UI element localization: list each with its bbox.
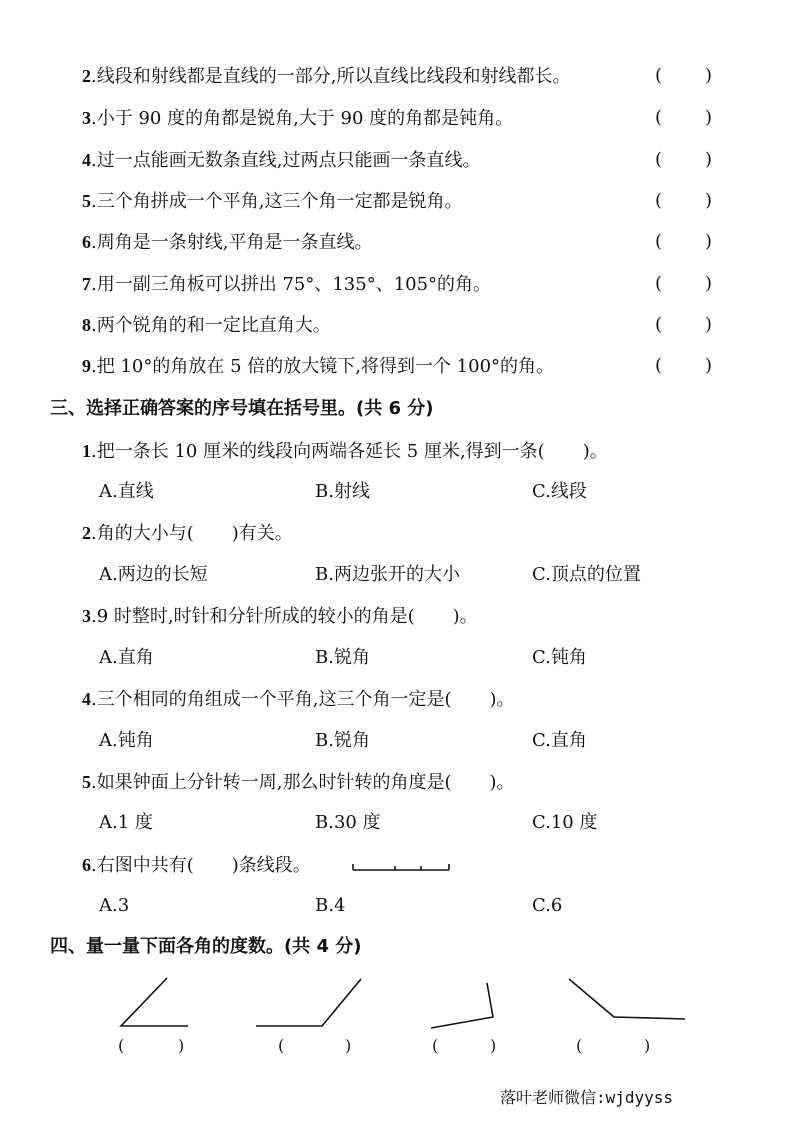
item-number: 6 — [82, 232, 91, 252]
angle-figure-1 — [118, 975, 190, 1029]
angle-answer-paren-open[interactable]: ( — [278, 1036, 285, 1055]
line-segment-figure — [352, 858, 452, 874]
question-text: .角的大小与( — [91, 523, 194, 544]
question-text-end: )有关。 — [231, 523, 293, 544]
question-text-end: )条线段。 — [231, 855, 311, 876]
answer-paren-open[interactable]: ( — [655, 314, 663, 335]
choice-question — [82, 518, 293, 549]
item-number: 4 — [82, 689, 91, 709]
option-a: A.直角 — [99, 647, 154, 668]
section-4-title: 四、量一量下面各角的度数。(共 4 分) — [50, 936, 362, 957]
option-c: C.直角 — [532, 730, 587, 751]
angle-answer-paren-close[interactable]: ) — [178, 1036, 185, 1055]
question-text: .三个相同的角组成一个平角,这三个角一定是( — [91, 689, 452, 710]
item-number: 2 — [82, 66, 91, 86]
item-number: 2 — [82, 523, 91, 543]
answer-paren-open[interactable]: ( — [655, 65, 663, 86]
tf-item — [82, 103, 722, 133]
choice-question — [82, 684, 515, 715]
answer-paren-close[interactable]: ) — [705, 231, 713, 252]
angle-answer-paren-close[interactable]: ) — [644, 1036, 651, 1055]
option-b: B.两边张开的大小 — [315, 564, 460, 585]
option-a: A.钝角 — [99, 730, 154, 751]
tf-item — [82, 310, 722, 340]
item-number: 3 — [82, 606, 91, 626]
question-text: .右图中共有( — [91, 855, 194, 876]
question-text: .把一条长 10 厘米的线段向两端各延长 5 厘米,得到一条( — [91, 441, 545, 462]
option-c: C.顶点的位置 — [532, 564, 641, 585]
angle-answer-paren-open[interactable]: ( — [432, 1036, 439, 1055]
option-b: B.4 — [315, 895, 346, 916]
footer-watermark: 落叶老师微信:wjdyyss — [500, 1088, 674, 1107]
option-b: B.射线 — [315, 481, 370, 502]
tf-item — [82, 61, 722, 91]
option-b: B.30 度 — [315, 812, 381, 833]
item-number: 8 — [82, 315, 91, 335]
tf-item — [82, 351, 722, 381]
angle-answer-paren-close[interactable]: ) — [490, 1036, 497, 1055]
angle-answer-paren-close[interactable]: ) — [345, 1036, 352, 1055]
tf-item — [82, 145, 722, 175]
item-text: .用一副三角板可以拼出 75°、135°、105°的角。 — [91, 274, 492, 295]
question-text-end: )。 — [489, 772, 515, 793]
question-text: .9 时整时,时针和分针所成的较小的角是( — [91, 606, 415, 627]
answer-paren-close[interactable]: ) — [705, 314, 713, 335]
answer-paren-open[interactable]: ( — [655, 231, 663, 252]
option-c: C.线段 — [532, 481, 587, 502]
item-number: 4 — [82, 150, 91, 170]
section-3-title: 三、选择正确答案的序号填在括号里。(共 6 分) — [50, 398, 434, 419]
option-a: A.两边的长短 — [99, 564, 208, 585]
answer-paren-open[interactable]: ( — [655, 149, 663, 170]
item-text: .小于 90 度的角都是锐角,大于 90 度的角都是钝角。 — [91, 108, 514, 129]
answer-paren-open[interactable]: ( — [655, 107, 663, 128]
item-text: .周角是一条射线,平角是一条直线。 — [91, 232, 373, 253]
tf-item — [82, 186, 722, 216]
tf-item — [82, 269, 722, 299]
angle-figure-3 — [428, 980, 498, 1032]
item-number: 1 — [82, 441, 91, 461]
item-number: 6 — [82, 855, 91, 875]
option-b: B.锐角 — [315, 730, 370, 751]
item-number: 5 — [82, 772, 91, 792]
answer-paren-close[interactable]: ) — [705, 65, 713, 86]
option-a: A.3 — [99, 895, 130, 916]
angle-figure-2 — [254, 975, 364, 1029]
angle-figure-4 — [566, 975, 688, 1023]
item-number: 9 — [82, 356, 91, 376]
option-c: C.10 度 — [532, 812, 598, 833]
angle-answer-paren-open[interactable]: ( — [118, 1036, 125, 1055]
answer-paren-close[interactable]: ) — [705, 355, 713, 376]
angle-answer-paren-open[interactable]: ( — [576, 1036, 583, 1055]
answer-paren-open[interactable]: ( — [655, 273, 663, 294]
item-number: 5 — [82, 191, 91, 211]
choice-question — [82, 436, 608, 467]
option-c: C.钝角 — [532, 647, 587, 668]
option-c: C.6 — [532, 895, 563, 916]
question-text-end: )。 — [452, 606, 478, 627]
answer-paren-close[interactable]: ) — [705, 107, 713, 128]
item-number: 7 — [82, 274, 91, 294]
tf-item — [82, 227, 722, 257]
question-text-end: )。 — [489, 689, 515, 710]
choice-question — [82, 601, 478, 632]
option-a: A.直线 — [99, 481, 154, 502]
question-text-end: )。 — [582, 441, 608, 462]
answer-paren-close[interactable]: ) — [705, 273, 713, 294]
item-text: .过一点能画无数条直线,过两点只能画一条直线。 — [91, 150, 481, 171]
answer-paren-close[interactable]: ) — [705, 190, 713, 211]
option-a: A.1 度 — [99, 812, 153, 833]
option-b: B.锐角 — [315, 647, 370, 668]
item-text: .线段和射线都是直线的一部分,所以直线比线段和射线都长。 — [91, 66, 571, 87]
answer-paren-open[interactable]: ( — [655, 355, 663, 376]
answer-paren-open[interactable]: ( — [655, 190, 663, 211]
question-text: .如果钟面上分针转一周,那么时针转的角度是( — [91, 772, 452, 793]
item-text: .把 10°的角放在 5 倍的放大镜下,将得到一个 100°的角。 — [91, 356, 555, 377]
choice-question — [82, 850, 311, 881]
choice-question — [82, 767, 515, 798]
answer-paren-close[interactable]: ) — [705, 149, 713, 170]
item-number: 3 — [82, 108, 91, 128]
item-text: .两个锐角的和一定比直角大。 — [91, 315, 331, 336]
item-text: .三个角拼成一个平角,这三个角一定都是锐角。 — [91, 191, 463, 212]
